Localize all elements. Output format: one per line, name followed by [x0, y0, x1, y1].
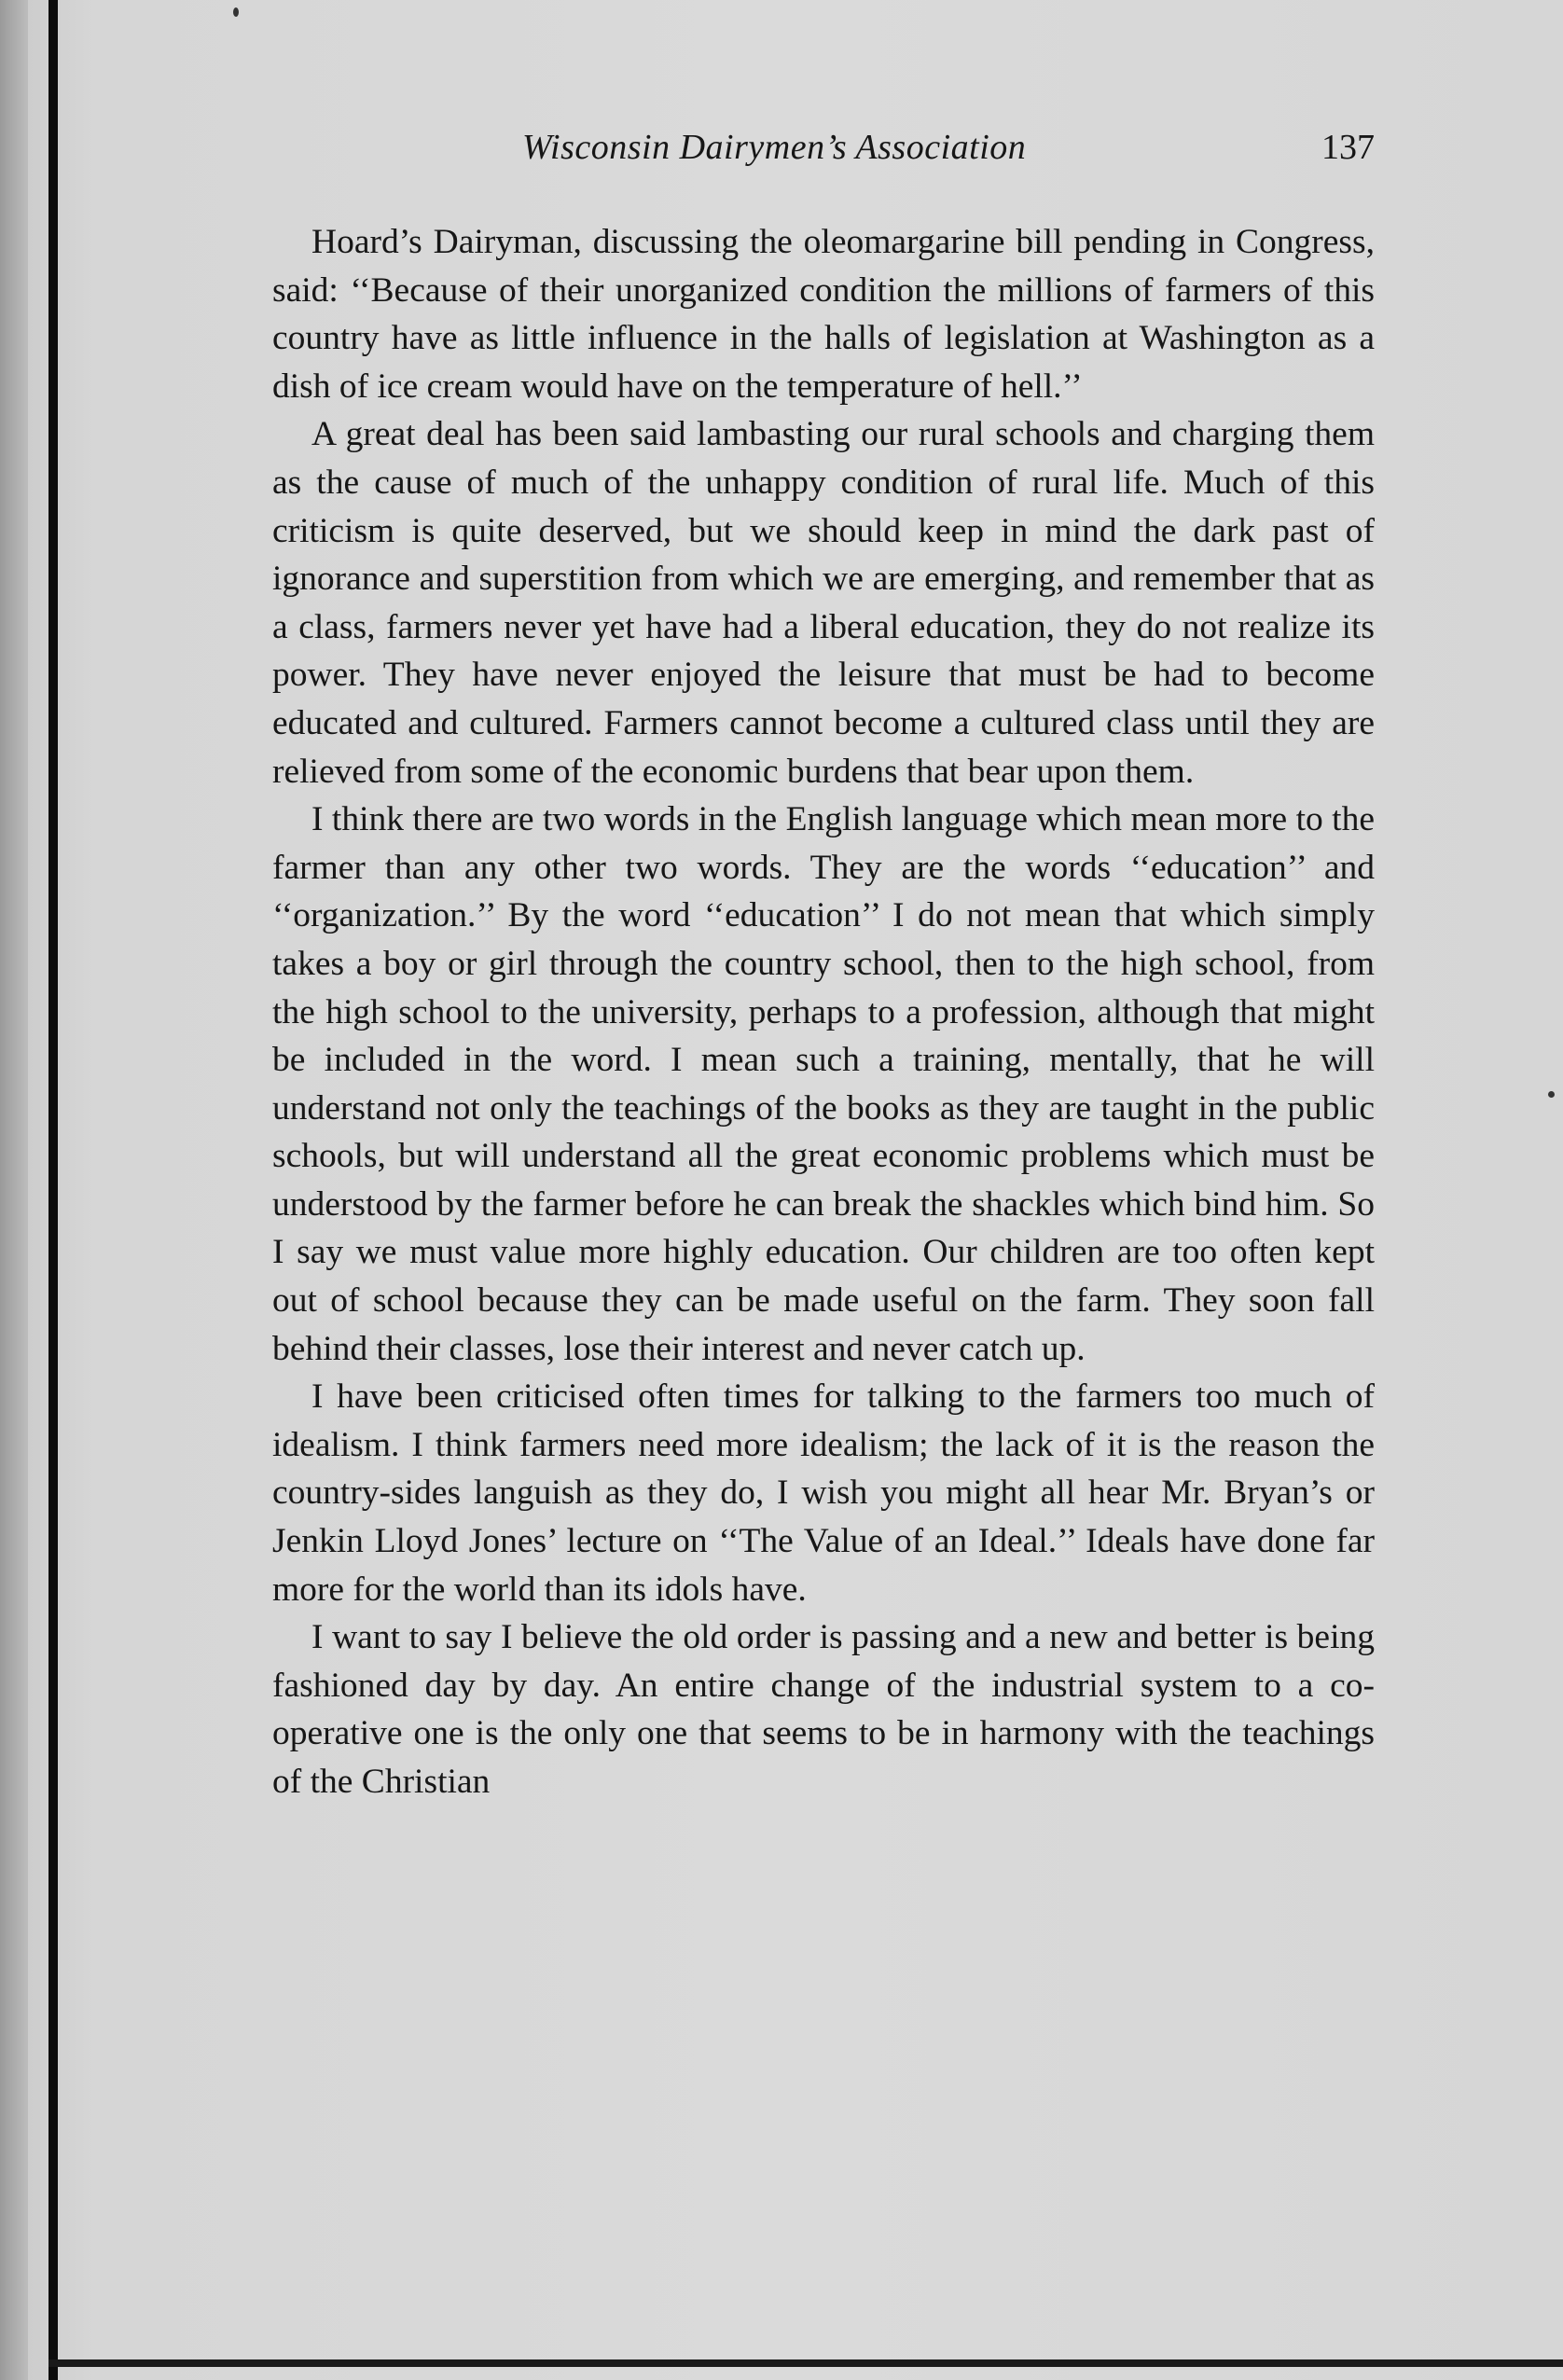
binding-edge [0, 0, 28, 2380]
paragraph: Hoard’s Dairyman, discussing the oleomargarine bill pending in Congress, said: ‘‘Because of their unorganized condition the millions of farmers of this country have as little influence in the halls of legislation at Washington as a dish of ice cream would have on the temperature of hell.’’ [272, 223, 1375, 406]
paragraph: I want to say I believe the old order is passing and a new and better is being fashioned day by day. An entire change of the industrial system to a co-operative one is the only one that seems to be in harmony with the teachings of the Christian [272, 1618, 1375, 1801]
running-title: Wisconsin Dairymen’s Association [522, 128, 1027, 167]
paragraph: I have been criticised often times for talking to the farmers too much of idealism. I think farmers need more idealism; the lack of it is the reason the country-sides languish as they do, I wish you might all hear Mr. Bryan’s or Jenkin Lloyd Jones’ lecture on ‘‘The Value of an Ideal.’’ Ideals have done far more for the world than its idols have. [272, 1377, 1375, 1609]
paragraph: A great deal has been said lambasting our rural schools and charging them as the cause of much of the unhappy condition of rural life. Much of this criticism is quite deserved, but we should keep in mind the dark past of ignorance and superstition from which we are emerging, and remember that as a class, farmers never yet have had a liberal education, they do not realize its power. They have never enjoyed the leisure that must be had to become educated and cultured. Farmers cannot become a cultured class until they are relieved from some of the economic burdens that bear upon them. [272, 415, 1375, 791]
bottom-margin-rule [48, 2359, 1563, 2367]
left-margin-rule [48, 0, 58, 2380]
ink-speck [1548, 1091, 1555, 1098]
paragraph: I think there are two words in the English language which mean more to the farmer than any other two words. They are the words ‘‘education’’ and ‘‘organization.’’ By the word ‘‘education’’ I do not mean that which simply takes a boy or girl through the country school, then to the high school, from the high school to the university, perhaps to a profession, although that might be included in the word. I mean such a training, mentally, that he will understand not only the teachings of the books as they are taught in the public schools, but will understand all the great economic problems which must be understood by the farmer before he can break the shackles which bind him. So I say we must value more highly education. Our children are too often kept out of school because they can be made useful on the farm. They soon fall behind their classes, lose their interest and never catch up. [272, 800, 1375, 1368]
page-number: 137 [1321, 128, 1375, 167]
body-text [272, 218, 1375, 1806]
ink-speck [233, 7, 239, 17]
running-head [272, 127, 1375, 183]
